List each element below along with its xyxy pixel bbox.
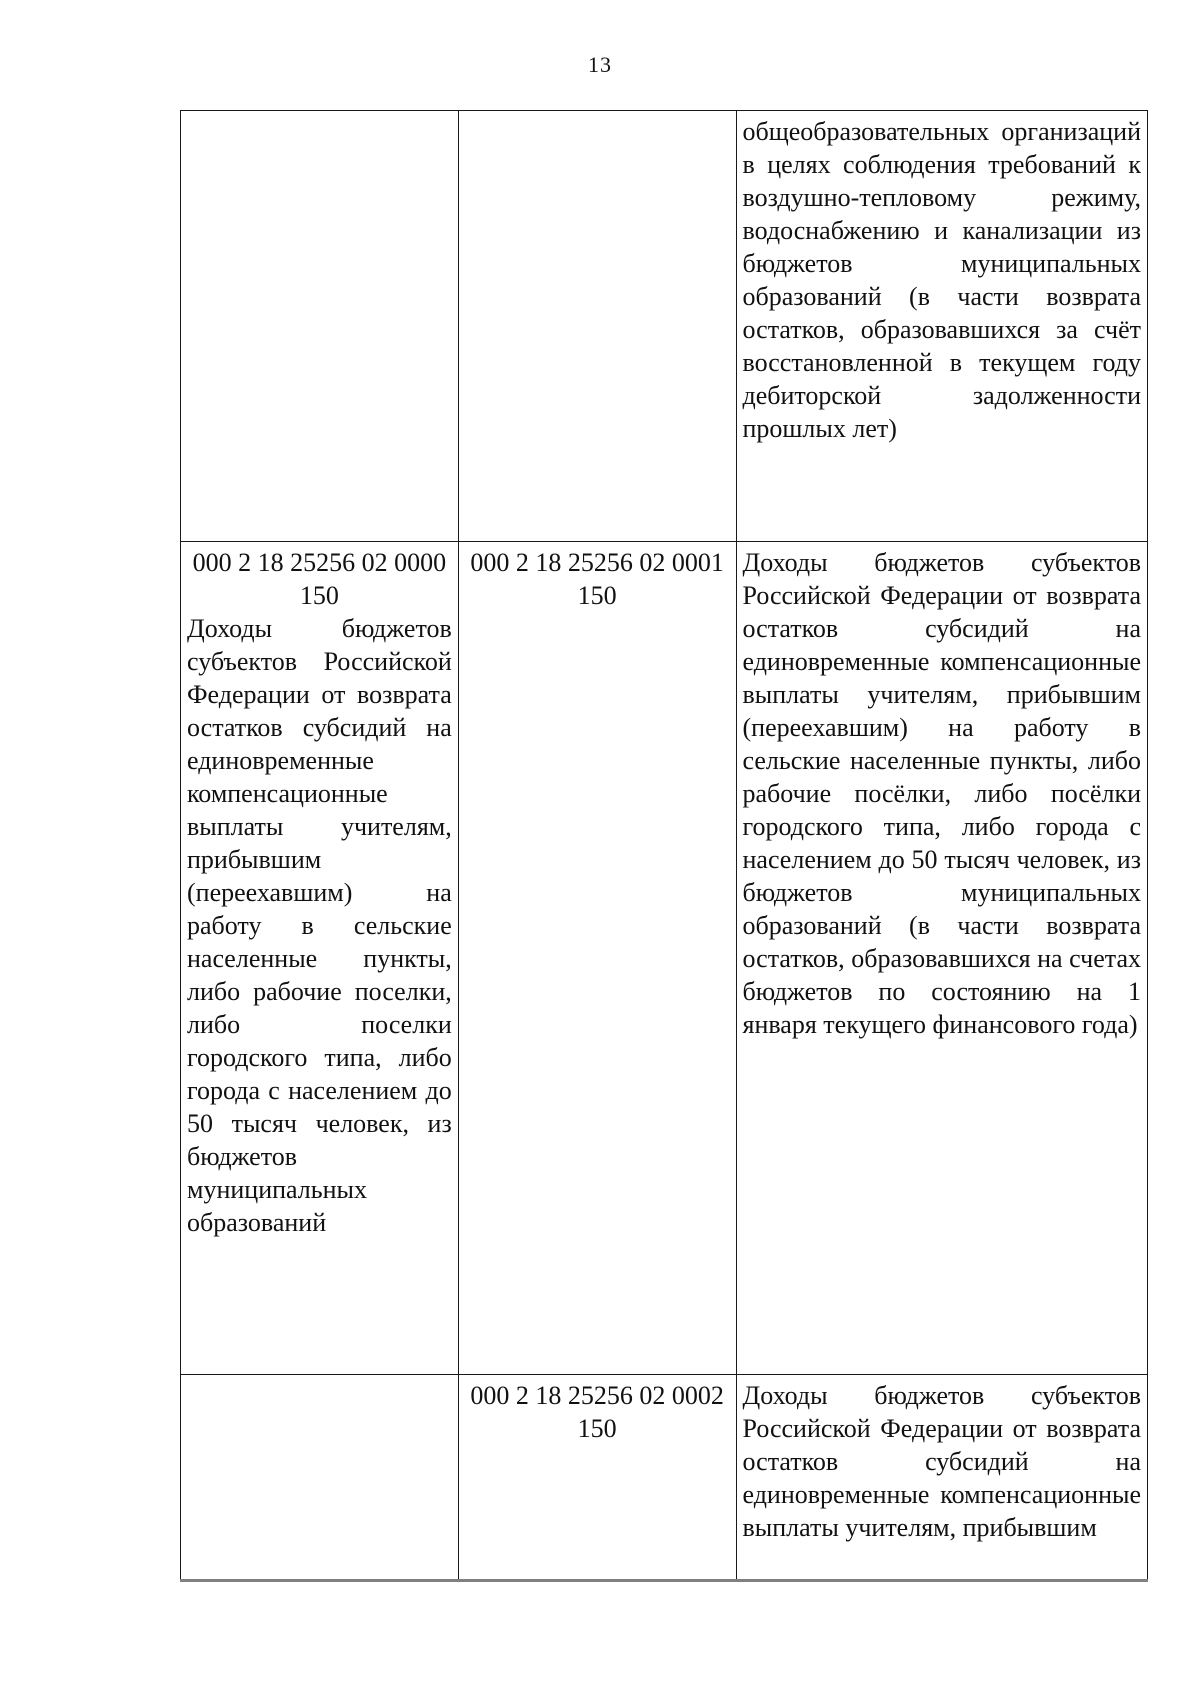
- code-group-description: Доходы бюджетов субъектов Российской Федерации от возврата остатков субсидий на единовременные компенсационные выплаты учителям, прибывшим (переехавшим) на работу в сельские населенные пункты, либо рабочие поселки, либо поселки городского типа, либо города с населением до 50 тысяч человек, из бюджетов муниципальных образований: [187, 614, 452, 1237]
- table-cell-code: [458, 111, 736, 542]
- table-cell-code: 000 2 18 25256 02 0001 150: [458, 542, 736, 1375]
- table-cell-description: общеобразовательных организаций в целях соблюдения требований к воздушно-тепловому режиму, водоснабжению и канализации из бюджетов муниципальных образований (в части возврата остатков, образовавшихся за счёт восстановленной в текущем году дебиторской задолженности прошлых лет): [736, 111, 1148, 542]
- code-group-code: 000 2 18 25256 02 0000 150: [192, 548, 447, 610]
- table-row: [181, 1375, 1148, 1581]
- table-row: [181, 111, 1148, 542]
- table-cell-code: 000 2 18 25256 02 0002 150: [458, 1375, 736, 1581]
- budget-codes-table: [180, 110, 1148, 1582]
- table-cell-code-group: [181, 1375, 459, 1581]
- table-cell-description: Доходы бюджетов субъектов Российской Федерации от возврата остатков субсидий на единовременные компенсационные выплаты учителям, прибывшим (переехавшим) на работу в сельские населенные пункты, либо рабочие посёлки, либо посёлки городского типа, либо города с населением до 50 тысяч человек, из бюджетов муниципальных образований (в части возврата остатков, образовавшихся на счетах бюджетов по состоянию на 1 января текущего финансового года): [736, 542, 1148, 1375]
- table-cell-code-group: [181, 542, 459, 1375]
- table-cell-description: Доходы бюджетов субъектов Российской Федерации от возврата остатков субсидий на единовременные компенсационные выплаты учителям, прибывшим: [736, 1375, 1148, 1581]
- page-number: 13: [588, 52, 612, 77]
- table-row: [181, 542, 1148, 1375]
- table-cell-code-group: [181, 111, 459, 542]
